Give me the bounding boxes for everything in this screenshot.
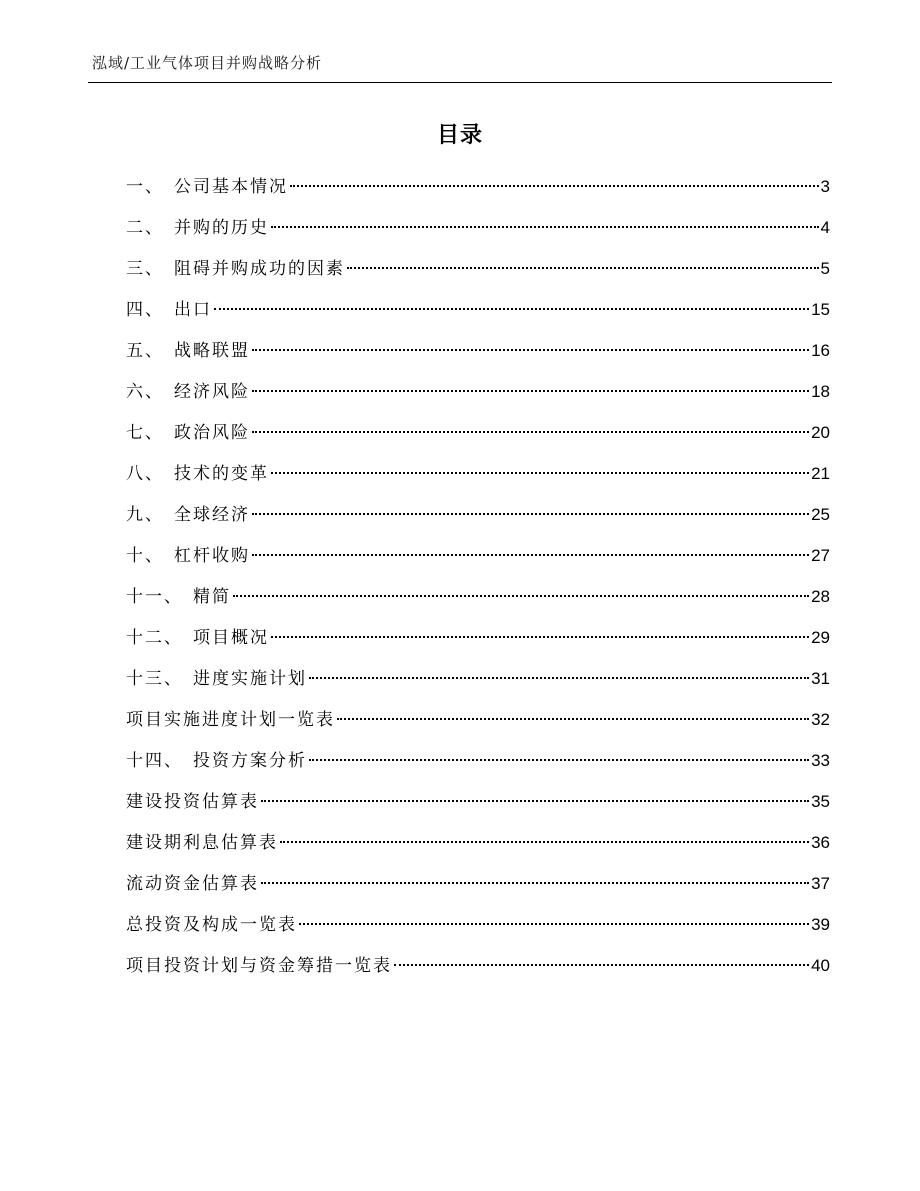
toc-entry-text: 公司基本情况 bbox=[174, 177, 288, 197]
toc-entry[interactable] bbox=[126, 951, 830, 992]
toc-entry-page: 20 bbox=[811, 423, 830, 442]
toc-entry-label bbox=[126, 541, 250, 571]
toc-entry-page: 27 bbox=[811, 546, 830, 565]
toc-entry-number: 四、 bbox=[126, 300, 164, 320]
toc-entry-page: 18 bbox=[811, 382, 830, 401]
toc-entry-text: 建设投资估算表 bbox=[126, 792, 259, 812]
toc-entry-text: 经济风险 bbox=[174, 382, 250, 402]
toc-entry-label bbox=[126, 746, 307, 776]
dot-leader bbox=[394, 964, 809, 966]
dot-leader bbox=[261, 800, 809, 802]
toc-entry-number: 二、 bbox=[126, 218, 164, 238]
toc-entry-text: 流动资金估算表 bbox=[126, 874, 259, 894]
toc-entry-label bbox=[126, 418, 250, 448]
toc-entry[interactable] bbox=[126, 705, 830, 746]
toc-entry-page: 25 bbox=[811, 505, 830, 524]
dot-leader bbox=[252, 431, 809, 433]
dot-leader bbox=[233, 595, 809, 597]
dot-leader bbox=[252, 554, 809, 556]
toc-entry[interactable] bbox=[126, 541, 830, 582]
toc-entry[interactable] bbox=[126, 213, 830, 254]
toc-entry-number: 十二、 bbox=[126, 628, 183, 648]
toc-entry-page: 37 bbox=[811, 874, 830, 893]
dot-leader bbox=[252, 513, 809, 515]
toc-entry-text: 总投资及构成一览表 bbox=[126, 915, 297, 935]
toc-entry-page: 15 bbox=[811, 300, 830, 319]
toc-entry-page: 32 bbox=[811, 710, 830, 729]
toc-list bbox=[126, 172, 830, 992]
toc-entry[interactable] bbox=[126, 910, 830, 951]
toc-entry-page: 16 bbox=[811, 341, 830, 360]
toc-entry-label bbox=[126, 828, 278, 858]
toc-entry[interactable] bbox=[126, 869, 830, 910]
toc-entry[interactable] bbox=[126, 295, 830, 336]
toc-entry-label bbox=[126, 787, 259, 817]
toc-entry-page: 21 bbox=[811, 464, 830, 483]
toc-entry-number: 八、 bbox=[126, 464, 164, 484]
toc-entry-text: 项目投资计划与资金筹措一览表 bbox=[126, 956, 392, 976]
toc-entry-page: 4 bbox=[820, 218, 830, 237]
toc-entry[interactable] bbox=[126, 828, 830, 869]
toc-entry[interactable] bbox=[126, 418, 830, 459]
toc-entry-number: 三、 bbox=[126, 259, 164, 279]
toc-entry-label bbox=[126, 295, 212, 325]
toc-entry-text: 阻碍并购成功的因素 bbox=[174, 259, 345, 279]
toc-entry-page: 33 bbox=[811, 751, 830, 770]
dot-leader bbox=[261, 882, 809, 884]
toc-entry-label bbox=[126, 213, 269, 243]
dot-leader bbox=[280, 841, 809, 843]
toc-entry-text: 项目实施进度计划一览表 bbox=[126, 710, 335, 730]
dot-leader bbox=[299, 923, 809, 925]
toc-entry[interactable] bbox=[126, 500, 830, 541]
toc-entry-label bbox=[126, 869, 259, 899]
header-rule bbox=[88, 82, 832, 83]
dot-leader bbox=[347, 267, 819, 269]
toc-entry-text: 投资方案分析 bbox=[193, 751, 307, 771]
toc-entry-text: 杠杆收购 bbox=[174, 546, 250, 566]
toc-entry-number: 六、 bbox=[126, 382, 164, 402]
toc-entry-text: 精简 bbox=[193, 587, 231, 607]
toc-entry-page: 5 bbox=[820, 259, 830, 278]
dot-leader bbox=[252, 349, 809, 351]
dot-leader bbox=[271, 472, 809, 474]
dot-leader bbox=[290, 185, 819, 187]
toc-entry-text: 战略联盟 bbox=[174, 341, 250, 361]
toc-entry[interactable] bbox=[126, 377, 830, 418]
dot-leader bbox=[309, 759, 809, 761]
dot-leader bbox=[271, 226, 819, 228]
toc-entry-text: 出口 bbox=[174, 300, 212, 320]
toc-entry-page: 28 bbox=[811, 587, 830, 606]
toc-entry-label bbox=[126, 910, 297, 940]
toc-entry-label bbox=[126, 336, 250, 366]
toc-entry-label bbox=[126, 951, 392, 981]
dot-leader bbox=[309, 677, 809, 679]
toc-entry-page: 3 bbox=[820, 177, 830, 196]
toc-entry[interactable] bbox=[126, 746, 830, 787]
toc-entry-text: 全球经济 bbox=[174, 505, 250, 525]
toc-entry-label bbox=[126, 172, 288, 202]
toc-entry-label bbox=[126, 500, 250, 530]
toc-entry-label bbox=[126, 582, 231, 612]
toc-entry-text: 并购的历史 bbox=[174, 218, 269, 238]
toc-entry-label bbox=[126, 254, 345, 284]
toc-entry-text: 项目概况 bbox=[193, 628, 269, 648]
toc-entry-number: 十四、 bbox=[126, 751, 183, 771]
dot-leader bbox=[271, 636, 809, 638]
toc-entry[interactable] bbox=[126, 664, 830, 705]
toc-title: 目录 bbox=[436, 123, 483, 148]
toc-entry-number: 五、 bbox=[126, 341, 164, 361]
toc-entry-text: 建设期利息估算表 bbox=[126, 833, 278, 853]
toc-entry-page: 40 bbox=[811, 956, 830, 975]
dot-leader bbox=[214, 308, 809, 310]
toc-entry[interactable] bbox=[126, 787, 830, 828]
toc-entry[interactable] bbox=[126, 623, 830, 664]
toc-entry-text: 进度实施计划 bbox=[193, 669, 307, 689]
toc-entry-number: 一、 bbox=[126, 177, 164, 197]
toc-entry-number: 十一、 bbox=[126, 587, 183, 607]
toc-entry-label bbox=[126, 705, 335, 735]
toc-entry-number: 十三、 bbox=[126, 669, 183, 689]
page-header: 泓域/工业气体项目并购战略分析 bbox=[92, 54, 323, 72]
toc-entry-page: 35 bbox=[811, 792, 830, 811]
toc-entry-number: 十、 bbox=[126, 546, 164, 566]
toc-entry-page: 36 bbox=[811, 833, 830, 852]
toc-entry-number: 九、 bbox=[126, 505, 164, 525]
toc-entry-number: 七、 bbox=[126, 423, 164, 443]
toc-entry-text: 技术的变革 bbox=[174, 464, 269, 484]
toc-entry-label bbox=[126, 377, 250, 407]
toc-entry-page: 31 bbox=[811, 669, 830, 688]
toc-entry-label bbox=[126, 459, 269, 489]
toc-entry[interactable] bbox=[126, 582, 830, 623]
dot-leader bbox=[252, 390, 809, 392]
toc-entry-label bbox=[126, 623, 269, 653]
toc-entry[interactable] bbox=[126, 254, 830, 295]
toc-entry[interactable] bbox=[126, 336, 830, 377]
toc-entry-text: 政治风险 bbox=[174, 423, 250, 443]
toc-entry-page: 29 bbox=[811, 628, 830, 647]
toc-entry-page: 39 bbox=[811, 915, 830, 934]
toc-entry[interactable] bbox=[126, 459, 830, 500]
dot-leader bbox=[337, 718, 809, 720]
toc-entry[interactable] bbox=[126, 172, 830, 213]
toc-entry-label bbox=[126, 664, 307, 694]
